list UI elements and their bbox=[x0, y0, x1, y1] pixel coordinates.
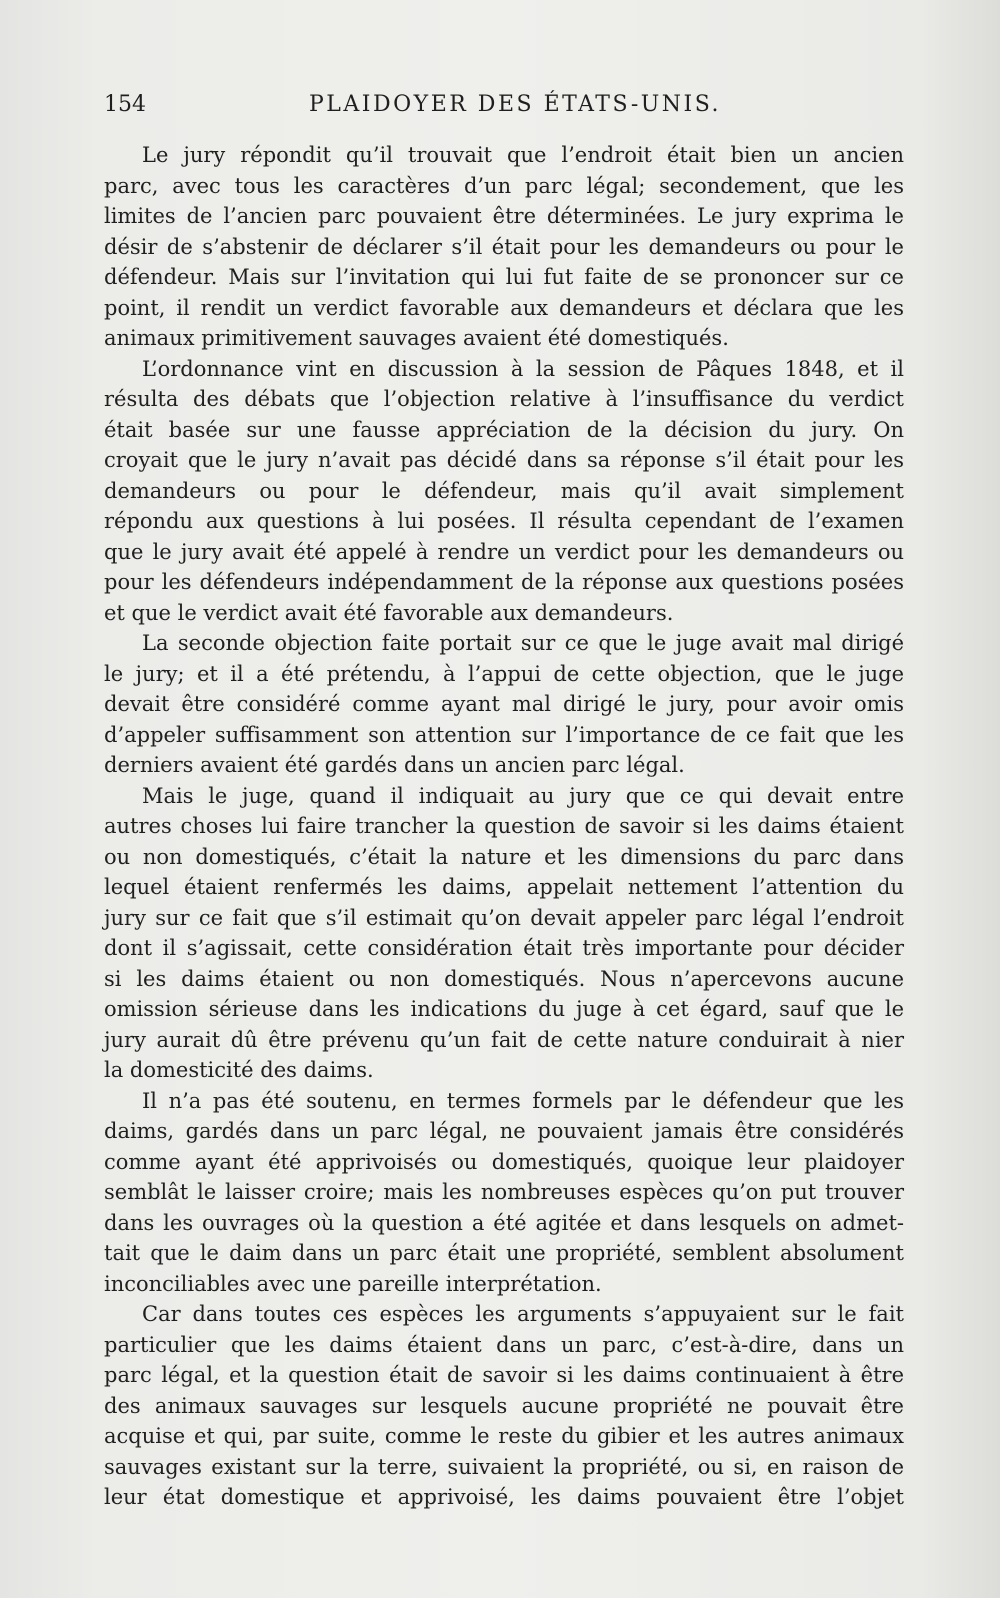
text-line: Le jury répondit qu’il trouvait que l’endroit était bien un ancien bbox=[142, 143, 904, 167]
text-line: pour les défendeurs indépendamment de la réponse aux questions posées bbox=[104, 570, 904, 594]
text-line: parc légal, et la question était de savoir si les daims continuaient à être bbox=[104, 1363, 904, 1387]
text-line: point, il rendit un verdict favorable aux demandeurs et déclara que les bbox=[104, 295, 904, 320]
text-line: leur état domestique et apprivoisé, les daims pouvaient être l’objet bbox=[104, 1485, 904, 1509]
text-line: dans les ouvrages où la question a été agitée et dans lesquels on admet- bbox=[104, 1210, 904, 1235]
text-line: désir de s’abstenir de déclarer s’il était pour les demandeurs ou pour le bbox=[104, 234, 904, 259]
page-header bbox=[104, 92, 904, 126]
paragraph bbox=[104, 781, 904, 1086]
text-line: omission sérieuse dans les indications du juge à cet égard, sauf que le bbox=[104, 997, 904, 1021]
text-line: jury sur ce fait que s’il estimait qu’on devait appeler parc légal l’endroit bbox=[104, 905, 904, 930]
text-line: ou non domestiqués, c’était la nature et les dimensions du parc dans bbox=[104, 844, 904, 869]
paragraph bbox=[104, 628, 904, 781]
text-line: limites de l’ancien parc pouvaient être déterminées. Le jury exprima le bbox=[104, 204, 904, 228]
text-line: répondu aux questions à lui posées. Il résulta cependant de l’examen bbox=[104, 509, 904, 533]
text-line: acquise et qui, par suite, comme le reste du gibier et les autres animaux bbox=[104, 1424, 904, 1448]
text-line: daims, gardés dans un parc légal, ne pouvaient jamais être considérés bbox=[104, 1119, 904, 1143]
text-line: Il n’a pas été soutenu, en termes formels par le défendeur que les bbox=[142, 1088, 904, 1113]
text-line: était basée sur une fausse appréciation de la décision du jury. On bbox=[104, 417, 904, 442]
text-line: animaux primitivement sauvages avaient été domestiqués. bbox=[104, 326, 729, 350]
text-line: comme ayant été apprivoisés ou domestiqués, quoique leur plaidoyer bbox=[104, 1149, 904, 1174]
text-line: la domesticité des daims. bbox=[104, 1058, 374, 1082]
text-line: jury aurait dû être prévenu qu’un fait de cette nature conduirait à nier bbox=[104, 1027, 904, 1052]
paragraph bbox=[104, 1299, 904, 1513]
running-title: PLAIDOYER DES ÉTATS-UNIS. bbox=[309, 92, 722, 117]
text-line: croyait que le jury n’avait pas décidé dans sa réponse s’il était pour les bbox=[104, 448, 904, 472]
text-line: parc, avec tous les caractères d’un parc légal; secondement, que les bbox=[104, 173, 904, 198]
text-line: que le jury avait été appelé à rendre un verdict pour les demandeurs ou bbox=[104, 539, 904, 564]
text-line: Mais le juge, quand il indiquait au jury que ce qui devait entre bbox=[142, 783, 904, 808]
text-line: autres choses lui faire trancher la question de savoir si les daims étaient bbox=[104, 814, 904, 838]
text-line: lequel étaient renfermés les daims, appelait nettement l’attention du bbox=[104, 875, 904, 899]
text-line: particulier que les daims étaient dans un parc, c’est-à-dire, dans un bbox=[104, 1332, 904, 1357]
paragraph bbox=[104, 354, 904, 629]
page-body bbox=[104, 140, 904, 1513]
text-line: si les daims étaient ou non domestiqués. Nous n’apercevons aucune bbox=[104, 966, 904, 991]
text-line: La seconde objection faite portait sur ce que le juge avait mal dirigé bbox=[142, 631, 904, 655]
text-line: L’ordonnance vint en discussion à la session de Pâques 1848, et il bbox=[142, 356, 904, 381]
text-line: résulta des débats que l’objection relative à l’insuffisance du verdict bbox=[104, 387, 904, 411]
text-line: Car dans toutes ces espèces les arguments s’appuyaient sur le fait bbox=[142, 1302, 904, 1326]
text-line: tait que le daim dans un parc était une propriété, semblent absolument bbox=[104, 1241, 904, 1265]
page-number: 154 bbox=[104, 92, 146, 117]
text-line: des animaux sauvages sur lesquels aucune propriété ne pouvait être bbox=[104, 1393, 904, 1418]
text-line: devait être considéré comme ayant mal dirigé le jury, pour avoir omis bbox=[104, 692, 904, 716]
text-line: demandeurs ou pour le défendeur, mais qu’il avait simplement bbox=[104, 478, 904, 503]
text-line: dont il s’agissait, cette considération était très importante pour décider bbox=[104, 936, 904, 960]
text-line: inconciliables avec une pareille interprétation. bbox=[104, 1271, 602, 1296]
text-line: derniers avaient été gardés dans un ancien parc légal. bbox=[104, 753, 685, 777]
text-line: sauvages existant sur la terre, suivaient la propriété, ou si, en raison de bbox=[104, 1454, 904, 1479]
text-line: le jury; et il a été prétendu, à l’appui de cette objection, que le juge bbox=[104, 661, 904, 686]
text-line: défendeur. Mais sur l’invitation qui lui fut faite de se prononcer sur ce bbox=[104, 265, 904, 289]
text-line: et que le verdict avait été favorable aux demandeurs. bbox=[104, 600, 674, 625]
text-line: semblât le laisser croire; mais les nombreuses espèces qu’on put trouver bbox=[104, 1180, 904, 1204]
text-line: d’appeler suffisamment son attention sur l’importance de ce fait que les bbox=[104, 722, 904, 747]
paragraph bbox=[104, 1086, 904, 1300]
paragraph bbox=[104, 140, 904, 354]
